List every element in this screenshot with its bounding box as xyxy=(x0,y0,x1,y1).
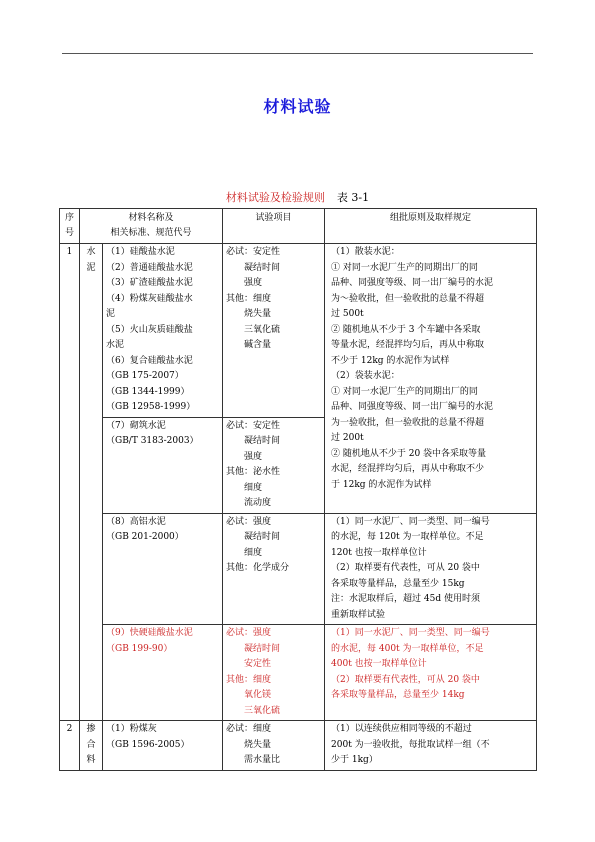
header-material-name: 材料名称及 相关标准、规范代号 xyxy=(80,209,223,244)
material-name-cell: （9）快硬硅酸盐水泥 （GB 199-90） xyxy=(103,625,223,721)
material-name-cell: （8）高铝水泥 （GB 201-2000） xyxy=(103,513,223,625)
row-category: 水 泥 xyxy=(80,244,103,721)
test-items-cell: 必试：强度 凝结时间 安定性 其他：细度 氧化镁 三氧化硫 xyxy=(223,625,325,721)
header-test-items: 试验项目 xyxy=(223,209,325,244)
table-row xyxy=(60,513,537,625)
test-items-cell: 必试：安定性 凝结时间 强度 其他：细度 烧失量 三氧化硫 碱含量 xyxy=(223,244,325,418)
page-title: 材料试验 xyxy=(263,97,332,116)
table-caption-number: 表 3-1 xyxy=(336,191,370,204)
table-row xyxy=(60,244,537,418)
row-category: 掺 合 料 xyxy=(80,721,103,771)
material-test-table xyxy=(59,208,537,771)
sampling-rules-cell: （1）同一水泥厂、同一类型、同一编号 的水泥，每 120t 为一取样单位。不足 120t 也按一取样单位计 （2）取样要有代表性，可从 20 袋中 各采取等量样品，总量至少 15kg 注：水泥取样后，超过 45d 使用时须 重新取样试验 xyxy=(325,513,537,625)
row-no: 2 xyxy=(60,721,80,771)
header-rule xyxy=(62,53,533,54)
row-no: 1 xyxy=(60,244,80,721)
sampling-rules-cell: （1）以连续供应相同等级的不超过 200t 为一验收批，每批取试样一组（不 少于 1kg） xyxy=(325,721,537,771)
table-row xyxy=(60,721,537,771)
test-items-cell: 必试：细度 烧失量 需水量比 xyxy=(223,721,325,771)
header-sampling-rules: 组批原则及取样规定 xyxy=(325,209,537,244)
table-caption-title: 材料试验及检验规则 xyxy=(225,191,325,204)
table-header-row xyxy=(60,209,537,244)
test-items-cell: 必试：安定性 凝结时间 强度 其他：泌水性 细度 流动度 xyxy=(223,417,325,513)
table-row xyxy=(60,625,537,721)
test-items-cell: 必试：强度 凝结时间 细度 其他：化学成分 xyxy=(223,513,325,625)
table-caption xyxy=(0,189,595,205)
material-name-cell: （1）粉煤灰 （GB 1596-2005） xyxy=(103,721,223,771)
header-no: 序 号 xyxy=(60,209,80,244)
sampling-rules-cell: （1）散装水泥： ① 对同一水泥厂生产的同期出厂的同 品种、同强度等级、同一出厂编号的水泥 为～验收批，但一验收批的总量不得超 过 500t ② 随机地从不少于 3 个车罐中各采取 等量水泥，经混拌均匀后，再从中称取 不少于 12kg 的水泥作为试样 （2）袋装水泥： ① 对同一水泥厂生产的同期出厂的同 品种、同强度等级、同一出厂编号的水泥 为一验收批，但一验收批的总量不得超 过 200t ② 随机地从不少于 20 袋中各采取等量 水泥，经混拌均匀后，再从中称取不少 于 12kg 的水泥作为试样 xyxy=(325,244,537,514)
material-name-cell: （1）硅酸盐水泥 （2）普通硅酸盐水泥 （3）矿渣硅酸盐水泥 （4）粉煤灰硅酸盐水 泥 （5）火山灰质硅酸盐 水泥 （6）复合硅酸盐水泥 （GB 175-2007） （GB 1344-1999） （GB 12958-1999） xyxy=(103,244,223,418)
material-name-cell: （7）砌筑水泥 （GB/T 3183-2003） xyxy=(103,417,223,513)
sampling-rules-cell: （1）同一水泥厂、同一类型、同一编号 的水泥，每 400t 为一取样单位，不足 400t 也按一取样单位计 （2）取样要有代表性，可从 20 袋中 各采取等量样品，总量至少 14kg xyxy=(325,625,537,721)
